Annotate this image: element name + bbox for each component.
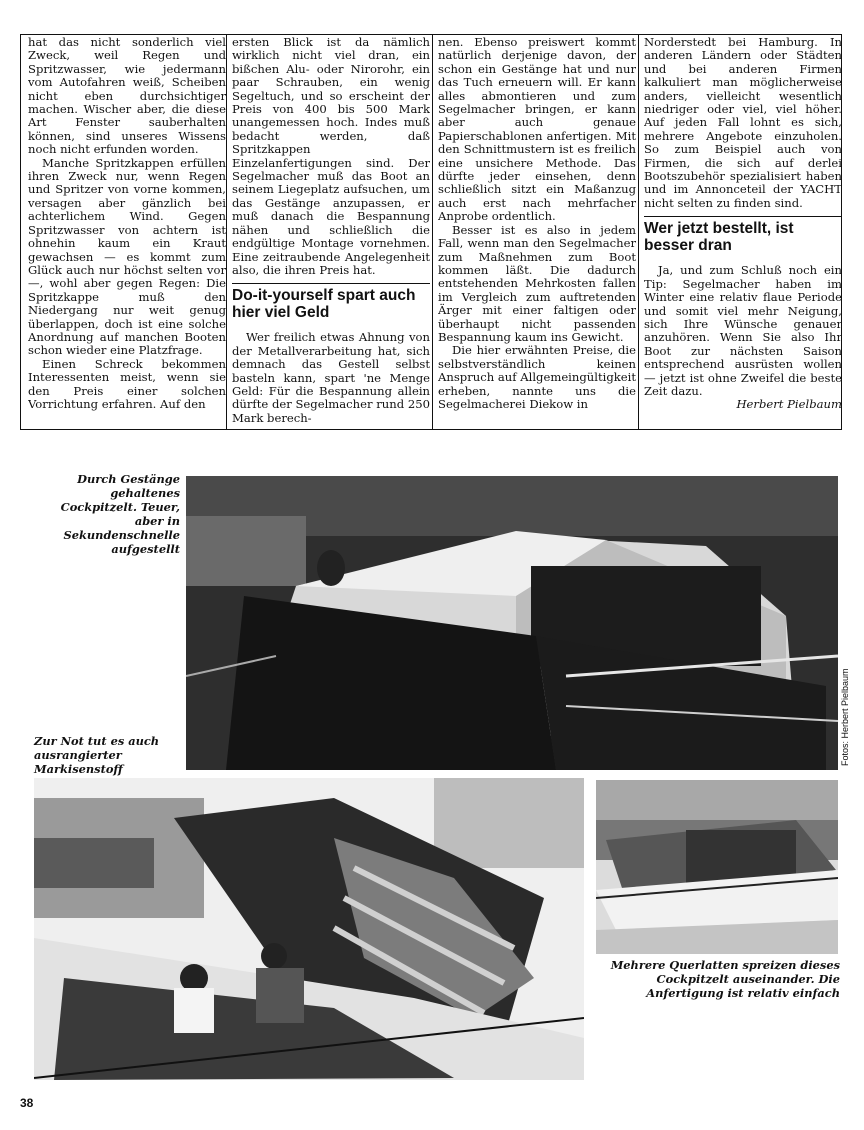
subheading: Do-it-yourself spart auch hier viel Geld — [232, 283, 430, 321]
column-rule — [638, 34, 639, 430]
paragraph: hat das nicht sonderlich viel Zweck, weil Regen und Spritzwasser, wie jedermann vom Autofahren weiß, Scheiben nicht eben durchsichtiger machen. Wischer aber, die diese Art Fenster sauberhalten können, sind unseres Wissens noch nicht erfunden worden. — [28, 36, 226, 157]
text-column-4 — [644, 36, 842, 428]
text-column-3 — [438, 36, 636, 428]
photo-markisenstoff — [34, 778, 584, 1080]
column-rule — [432, 34, 433, 430]
paragraph: Wer freilich etwas Ahnung von der Metallverarbeitung hat, sich demnach das Gestell selbst basteln kann, spart 'ne Menge Geld: Für die Bespannung allein dürfte der Segelmacher rund 250 Mark berech- — [232, 330, 430, 425]
paragraph: Einen Schreck bekommen Interessenten meist, wenn sie den Preis einer solchen Vorrichtung erfahren. Auf den — [28, 356, 226, 411]
caption-bottom-right-photo: Mehrere Querlatten spreizen dieses Cockpitzelt auseinander. Die Anfertigung ist relativ einfach — [610, 958, 840, 1000]
text-column-2 — [232, 36, 430, 428]
photo-querlatten — [596, 780, 838, 954]
paragraph: Besser ist es also in jedem Fall, wenn man den Segelmacher zum Maßnehmen zum Boot kommen läßt. Die dadurch entstehenden Mehrkosten fallen im Vergleich zum auftretenden Ärger mit einer faltigen oder überhaupt nicht passenden Bespannung kaum ins Gewicht. — [438, 222, 636, 344]
caption-bottom-left-photo: Zur Not tut es auch ausrangierter Markisenstoff — [34, 734, 160, 776]
photo-credit: Fotos: Herbert Pielbaum — [840, 668, 850, 766]
caption-top-photo: Durch Gestänge gehaltenes Cockpitzelt. Teuer, aber in Sekundenschnelle aufgestellt — [60, 472, 180, 556]
subheading: Wer jetzt bestellt, ist besser dran — [644, 216, 842, 254]
author-signature: Herbert Pielbaum — [736, 397, 842, 412]
paragraph: Die hier erwähnten Preise, die selbstverständlich keinen Anspruch auf Allgemeingültigkeit erheben, nannte uns die Segelmacherei Diekow in — [438, 343, 636, 411]
photo-cockpit-tent — [186, 476, 838, 770]
column-rule — [226, 34, 227, 430]
paragraph: nen. Ebenso preiswert kommt natürlich derjenige davon, der schon ein Gestänge hat und nur das Tuch erneuern will. Er kann alles abmontieren und zum Segelmacher bringen, er kann aber auch genaue Papierschablonen anfertigen. Mit den Schnittmustern ist es freilich eine unsichere Methode. Das dürfte jeder einsehen, denn schließlich sitzt ein Maßanzug auch erst nach mehrfacher Anprobe ordentlich. — [438, 36, 636, 224]
paragraph: Ja, und zum Schluß noch ein Tip: Segelmacher haben im Winter eine relativ flaue Periode und somit viel mehr Neigung, sich Ihre Wünsche genauer anzuhören. Wenn Sie also Ihr Boot zur nächsten Saison entsprechend ausrüsten wollen — jetzt ist ohne Zweifel die beste Zeit dazu. — [644, 263, 842, 398]
page-number: 38 — [20, 1096, 34, 1110]
text-column-1 — [28, 36, 226, 428]
paragraph: Norderstedt bei Hamburg. In anderen Ländern oder Städten und bei anderen Firmen kalkuliert man möglicherweise anders, vielleicht wesentlich niedriger oder viel, viel höher. Auf jeden Fall lohnt es sich, mehrere Angebote einzuholen. So zum Beispiel auch von Firmen, die sich auf derlei Bootszubehör spezialisiert haben und im Annonceteil der YACHT nicht selten zu finden sind. — [644, 36, 842, 210]
paragraph: ersten Blick ist da nämlich wirklich nicht viel dran, ein bißchen Alu- oder Nirorohr, ein paar Schrauben, ein wenig Segeltuch, und so erscheint der Preis von 400 bis 500 Mark unangemessen hoch. Indes muß bedacht werden, daß Spritzkappen Einzelanfertigungen sind. Der Segelmacher muß das Boot an seinem Liegeplatz aufsuchen, um das Gestänge anzupassen, er muß danach die Bespannung nähen und schließlich die endgültige Montage vornehmen. Eine zeitraubende Angelegenheit also, die ihren Preis hat. — [232, 36, 430, 277]
paragraph: Manche Spritzkappen erfüllen ihren Zweck nur, wenn Regen und Spritzer von vorne kommen, versagen aber gänzlich bei achterlichem Wind. Gegen Spritzwasser von achtern ist ohnehin kaum ein Kraut gewachsen — es kommt zum Glück auch nur höchst selten vor —, wohl aber gegen Regen: Die Spritzkappe muß den Niedergang nur weit genug überlappen, doch ist eine solche Anordnung auf manchen Booten schon wieder eine Platzfrage. — [28, 155, 226, 358]
